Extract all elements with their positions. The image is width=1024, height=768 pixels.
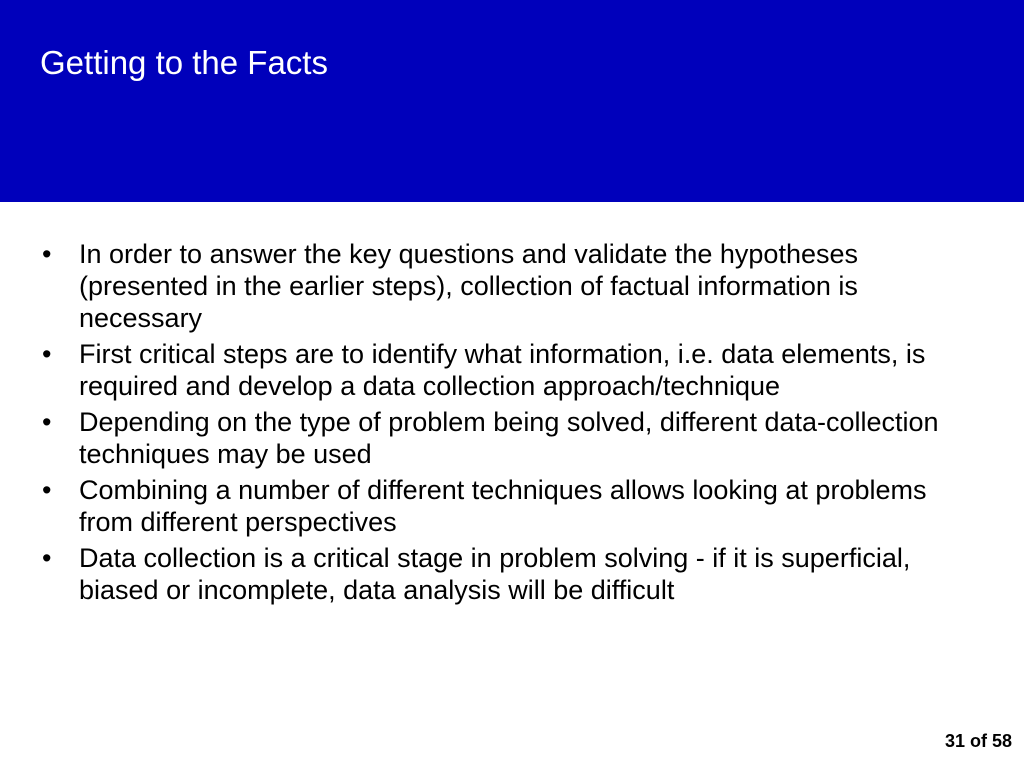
bullet-icon: • (42, 339, 52, 369)
bullet-icon: • (42, 543, 52, 573)
slide-title: Getting to the Facts (40, 44, 328, 81)
bullet-text: Depending on the type of problem being solved, different data-collection techniques may be used (79, 407, 939, 469)
list-item (40, 542, 980, 606)
bullet-text: First critical steps are to identify what information, i.e. data elements, is required and develop a data collection approach/technique (79, 339, 926, 401)
list-item (40, 338, 980, 402)
bullet-icon: • (42, 407, 52, 437)
bullet-icon: • (42, 239, 52, 269)
title-banner (0, 0, 1024, 202)
page-indicator: 31 of 58 (944, 731, 1012, 751)
bullet-text: Combining a number of different techniques allows looking at problems from different perspectives (79, 475, 927, 537)
bullet-text: Data collection is a critical stage in problem solving - if it is superficial, biased or incomplete, data analysis will be difficult (79, 543, 911, 605)
bullet-list (40, 238, 980, 610)
bullet-text: In order to answer the key questions and validate the hypotheses (presented in the earlier steps), collection of factual information is necessary (79, 239, 858, 333)
list-item (40, 406, 980, 470)
list-item (40, 474, 980, 538)
list-item (40, 238, 980, 334)
bullet-icon: • (42, 475, 52, 505)
